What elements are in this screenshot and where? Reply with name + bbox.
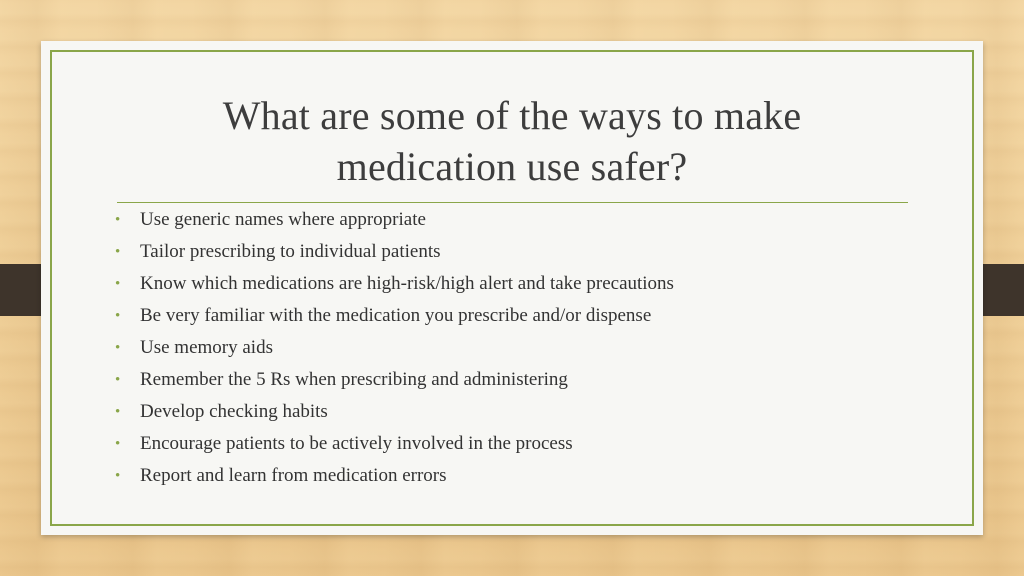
bullet-item xyxy=(114,428,674,460)
bullet-dot-icon: • xyxy=(115,404,121,420)
bullet-text: Encourage patients to be actively involved in the process xyxy=(140,433,573,454)
bullet-item xyxy=(114,268,674,300)
bullet-item xyxy=(114,204,674,236)
bullet-text: Use memory aids xyxy=(140,337,273,358)
bullet-text: Be very familiar with the medication you prescribe and/or dispense xyxy=(140,305,652,326)
bullet-text: Report and learn from medication errors xyxy=(140,465,447,486)
bullet-dot-icon: • xyxy=(115,212,121,228)
bullet-item xyxy=(114,364,674,396)
bullet-text: Tailor prescribing to individual patients xyxy=(140,241,441,262)
bullet-dot-icon: • xyxy=(115,468,121,484)
bullet-dot-icon: • xyxy=(115,340,121,356)
bullet-list xyxy=(114,204,674,492)
slide-title-line-1: What are some of the ways to make xyxy=(222,93,802,138)
bullet-item xyxy=(114,300,674,332)
slide-card xyxy=(41,41,983,535)
bullet-dot-icon: • xyxy=(115,436,121,452)
bullet-item xyxy=(114,396,674,428)
title-divider xyxy=(117,202,908,203)
bullet-item xyxy=(114,332,674,364)
bullet-dot-icon: • xyxy=(115,276,121,292)
slide-title xyxy=(41,90,983,192)
bullet-dot-icon: • xyxy=(115,308,121,324)
bullet-text: Know which medications are high-risk/high alert and take precautions xyxy=(140,273,674,294)
bullet-text: Remember the 5 Rs when prescribing and administering xyxy=(140,369,568,390)
bullet-item xyxy=(114,236,674,268)
slide-title-line-2: medication use safer? xyxy=(336,144,688,189)
bullet-item xyxy=(114,460,674,492)
bullet-text: Develop checking habits xyxy=(140,401,328,422)
bullet-text: Use generic names where appropriate xyxy=(140,209,426,230)
bullet-dot-icon: • xyxy=(115,244,121,260)
bullet-dot-icon: • xyxy=(115,372,121,388)
